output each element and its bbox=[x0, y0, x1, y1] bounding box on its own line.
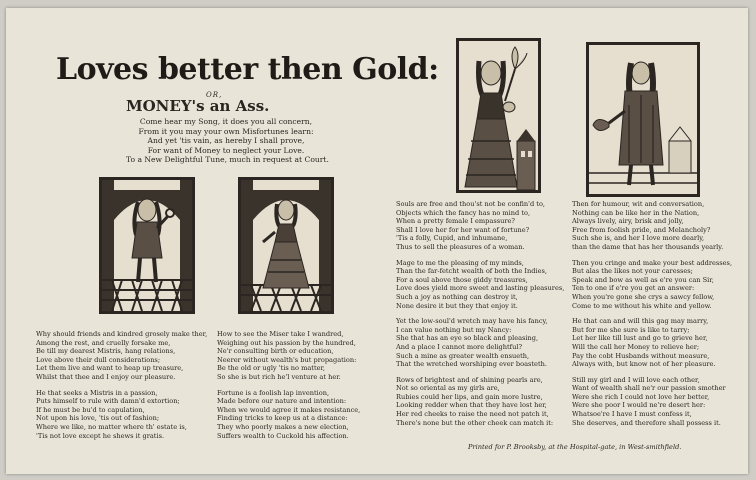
verse-line: Rows of brightest and of shining pearls are, bbox=[396, 375, 543, 384]
printer-imprint: Printed for P. Brooksby, at the Hospital-gate, in West-smithfield. bbox=[468, 443, 682, 451]
verse-line: Mage to me the pleasing of my minds, bbox=[396, 258, 524, 267]
intro-line: For want of Money to neglect your Love. bbox=[147, 145, 305, 155]
woman-in-arch-illustration bbox=[241, 180, 331, 311]
verse-line: Not upon his love, 'tis out of fashion; bbox=[36, 414, 160, 423]
verse-line: Suffers wealth to Cuckold his affection. bbox=[217, 431, 349, 440]
verse-line: Such a joy as nothing can destroy it, bbox=[396, 292, 518, 301]
intro-line: Come hear my Song, it does you all concern, bbox=[139, 117, 313, 126]
verse-line: He that can and will this gag may marry, bbox=[572, 317, 709, 326]
verse-line: Neerer without wealth's but propagation: bbox=[217, 355, 357, 364]
verse-line: She that has an eye so black and pleasing, bbox=[396, 334, 539, 343]
verse-line: Looking redder when that they have lost her, bbox=[396, 401, 547, 410]
verse-line: 'Tis not love except he shews it gratis. bbox=[36, 431, 165, 440]
verse-line: Be till my dearest Mistris, hang relations, bbox=[36, 347, 176, 356]
verse-line: Let her like till lust and go to grieve her, bbox=[572, 334, 708, 343]
verse-line: Objects which the fancy has no mind to, bbox=[396, 208, 531, 217]
verse-line: Were she rich I could not love her better, bbox=[572, 392, 710, 401]
verse-line: Whatsoe're I have I must confess it, bbox=[572, 410, 692, 419]
subtitle-or: OR, bbox=[206, 91, 223, 99]
verse-line: Always with, but know not of her pleasure. bbox=[572, 360, 716, 369]
verse-line: Were she poor I would ne're desert her: bbox=[572, 401, 706, 410]
verse-line: Always lively, airy, brisk and jolly, bbox=[572, 217, 684, 226]
verse-line: Come to me without his white and yellow. bbox=[572, 301, 712, 310]
verse-line: Free from foolish pride, and Melancholy? bbox=[572, 225, 711, 234]
verse-line: For a soul above those giddy treasures, bbox=[396, 275, 528, 284]
verse-line: Ten to one if e're you get an answer: bbox=[572, 284, 695, 293]
verse-line: Weighing out his passion by the hundred, bbox=[217, 338, 356, 347]
verse-column-2 bbox=[217, 330, 395, 440]
verse-line: Whilst that thee and I enjoy our pleasure. bbox=[36, 372, 176, 381]
verse-line: than the dame that has her thousands yearly. bbox=[572, 242, 724, 251]
intro-line: From it you may your own Misfortunes learn: bbox=[138, 126, 314, 136]
verse-line: Not so oriental as my girls are, bbox=[396, 384, 500, 393]
verse-line: When you're gone she crys a sawcy fellow, bbox=[572, 292, 715, 301]
verse-line: Be the old or ugly 'tis no matter, bbox=[217, 364, 326, 373]
intro-line: And yet 'tis vain, as hereby I shall prove, bbox=[147, 136, 305, 145]
verse-line: Still my girl and I will love each other, bbox=[572, 375, 700, 384]
verse-line: Then for humour, wit and conversation, bbox=[572, 200, 705, 208]
verse-line: Than the far-fetcht wealth of both the Indies, bbox=[396, 267, 547, 276]
verse-line: How to see the Miser take I wandred, bbox=[217, 330, 344, 338]
verse-line: They who poorly makes a new election, bbox=[217, 422, 349, 431]
verse-line: Let them live and want to heap up treasure, bbox=[36, 364, 184, 373]
verse-line: Love does yield more sweet and lasting pleasures, bbox=[396, 284, 564, 293]
verse-line: Such a mine as greater wealth ensueth, bbox=[396, 351, 530, 360]
verse-line: When we would agree it makes resistance, bbox=[217, 405, 361, 414]
verse-line: 'Tis a folly, Cupid, and inhumane, bbox=[396, 234, 508, 243]
verse-line: Fortune is a foolish lap invention, bbox=[217, 388, 330, 397]
ballad-subtitle: MONEY's an Ass. bbox=[126, 97, 270, 115]
intro-verse bbox=[126, 117, 329, 165]
verse-line: So she is but rich he'l venture at her. bbox=[217, 372, 341, 381]
verse-column-1 bbox=[36, 330, 214, 440]
verse-line: Yet the low-soul'd wretch may have his fancy, bbox=[396, 317, 548, 326]
verse-line: Pay the cobt Husbands without measure, bbox=[572, 351, 710, 360]
woodcut-woman-in-arch bbox=[238, 177, 334, 314]
verse-line: Among the rest, and cruelly forsake me, bbox=[36, 338, 171, 347]
verse-line: Thus to sell the pleasures of a woman. bbox=[396, 242, 525, 251]
verse-line: And a place I cannot more delightful? bbox=[396, 342, 522, 351]
verse-line: None desire it but they that enjoy it. bbox=[396, 301, 518, 310]
verse-line: Rubies could her lips, and gain more lustre, bbox=[396, 392, 543, 401]
man-in-arch-illustration bbox=[102, 180, 192, 311]
verse-column-3 bbox=[396, 200, 564, 427]
verse-line: Ne'r consulting birth or education, bbox=[217, 347, 334, 356]
tune-line: To a New Delightful Tune, much in request at Court. bbox=[126, 155, 329, 164]
verse-line: Her red cheeks to raise the need not patch it, bbox=[396, 410, 549, 419]
woodcut-man-in-arch bbox=[99, 177, 195, 314]
verse-line: Where we like, no matter where th' estate is, bbox=[36, 422, 187, 431]
woodcut-man-in-cloak bbox=[586, 42, 700, 197]
verse-line: If he must be bu'd to capulation, bbox=[36, 405, 145, 414]
verse-line: When a pretty female I empassure? bbox=[396, 217, 515, 226]
verse-line: Souls are free and thou'st not be confin'd to, bbox=[396, 200, 546, 208]
verse-line: Finding tricks to keep us at a distance: bbox=[217, 414, 348, 423]
verse-line: Will the call her Money to relieve her; bbox=[572, 342, 700, 351]
woodcut-woman-with-flower bbox=[456, 38, 541, 193]
verse-column-4 bbox=[572, 200, 748, 427]
verse-line: Love above their dull considerations; bbox=[36, 355, 161, 364]
man-in-cloak-illustration bbox=[589, 45, 697, 194]
verse-line: Speak and bow as well as e're you can Sir, bbox=[572, 275, 714, 284]
verse-line: Why should friends and kindred grosely make ther, bbox=[36, 330, 208, 338]
verse-line: There's none but the other cheek can match it: bbox=[396, 418, 554, 427]
verse-line: Shall I love her for her want of fortune? bbox=[396, 225, 530, 234]
verse-line: Puts himself to rule with damn'd extortion; bbox=[36, 397, 180, 406]
verse-line: I can value nothing but my Nancy: bbox=[396, 325, 512, 334]
verse-line: Want of wealth shall ne'r our passion smother bbox=[572, 384, 726, 393]
verse-line: He that seeks a Mistris in a passion, bbox=[36, 388, 158, 397]
verse-line: She deserves, and therefore shall possess it. bbox=[572, 418, 721, 427]
verse-line: Such she is, and her I love more dearly, bbox=[572, 234, 705, 243]
verse-line: But alas the likes not your caresses; bbox=[572, 267, 693, 276]
verse-line: But for me she sure is like to tarry; bbox=[572, 325, 690, 334]
verse-line: Then you cringe and make your best addresses, bbox=[572, 258, 733, 267]
verse-line: Made before our nature and intention: bbox=[217, 397, 347, 406]
woman-with-flower-illustration bbox=[459, 41, 538, 190]
verse-line: That the wretched worshiping ever boasteth. bbox=[396, 360, 547, 369]
verse-line: Nothing can be like her in the Nation, bbox=[572, 208, 700, 217]
ballad-title: Loves better then Gold: bbox=[56, 52, 439, 87]
